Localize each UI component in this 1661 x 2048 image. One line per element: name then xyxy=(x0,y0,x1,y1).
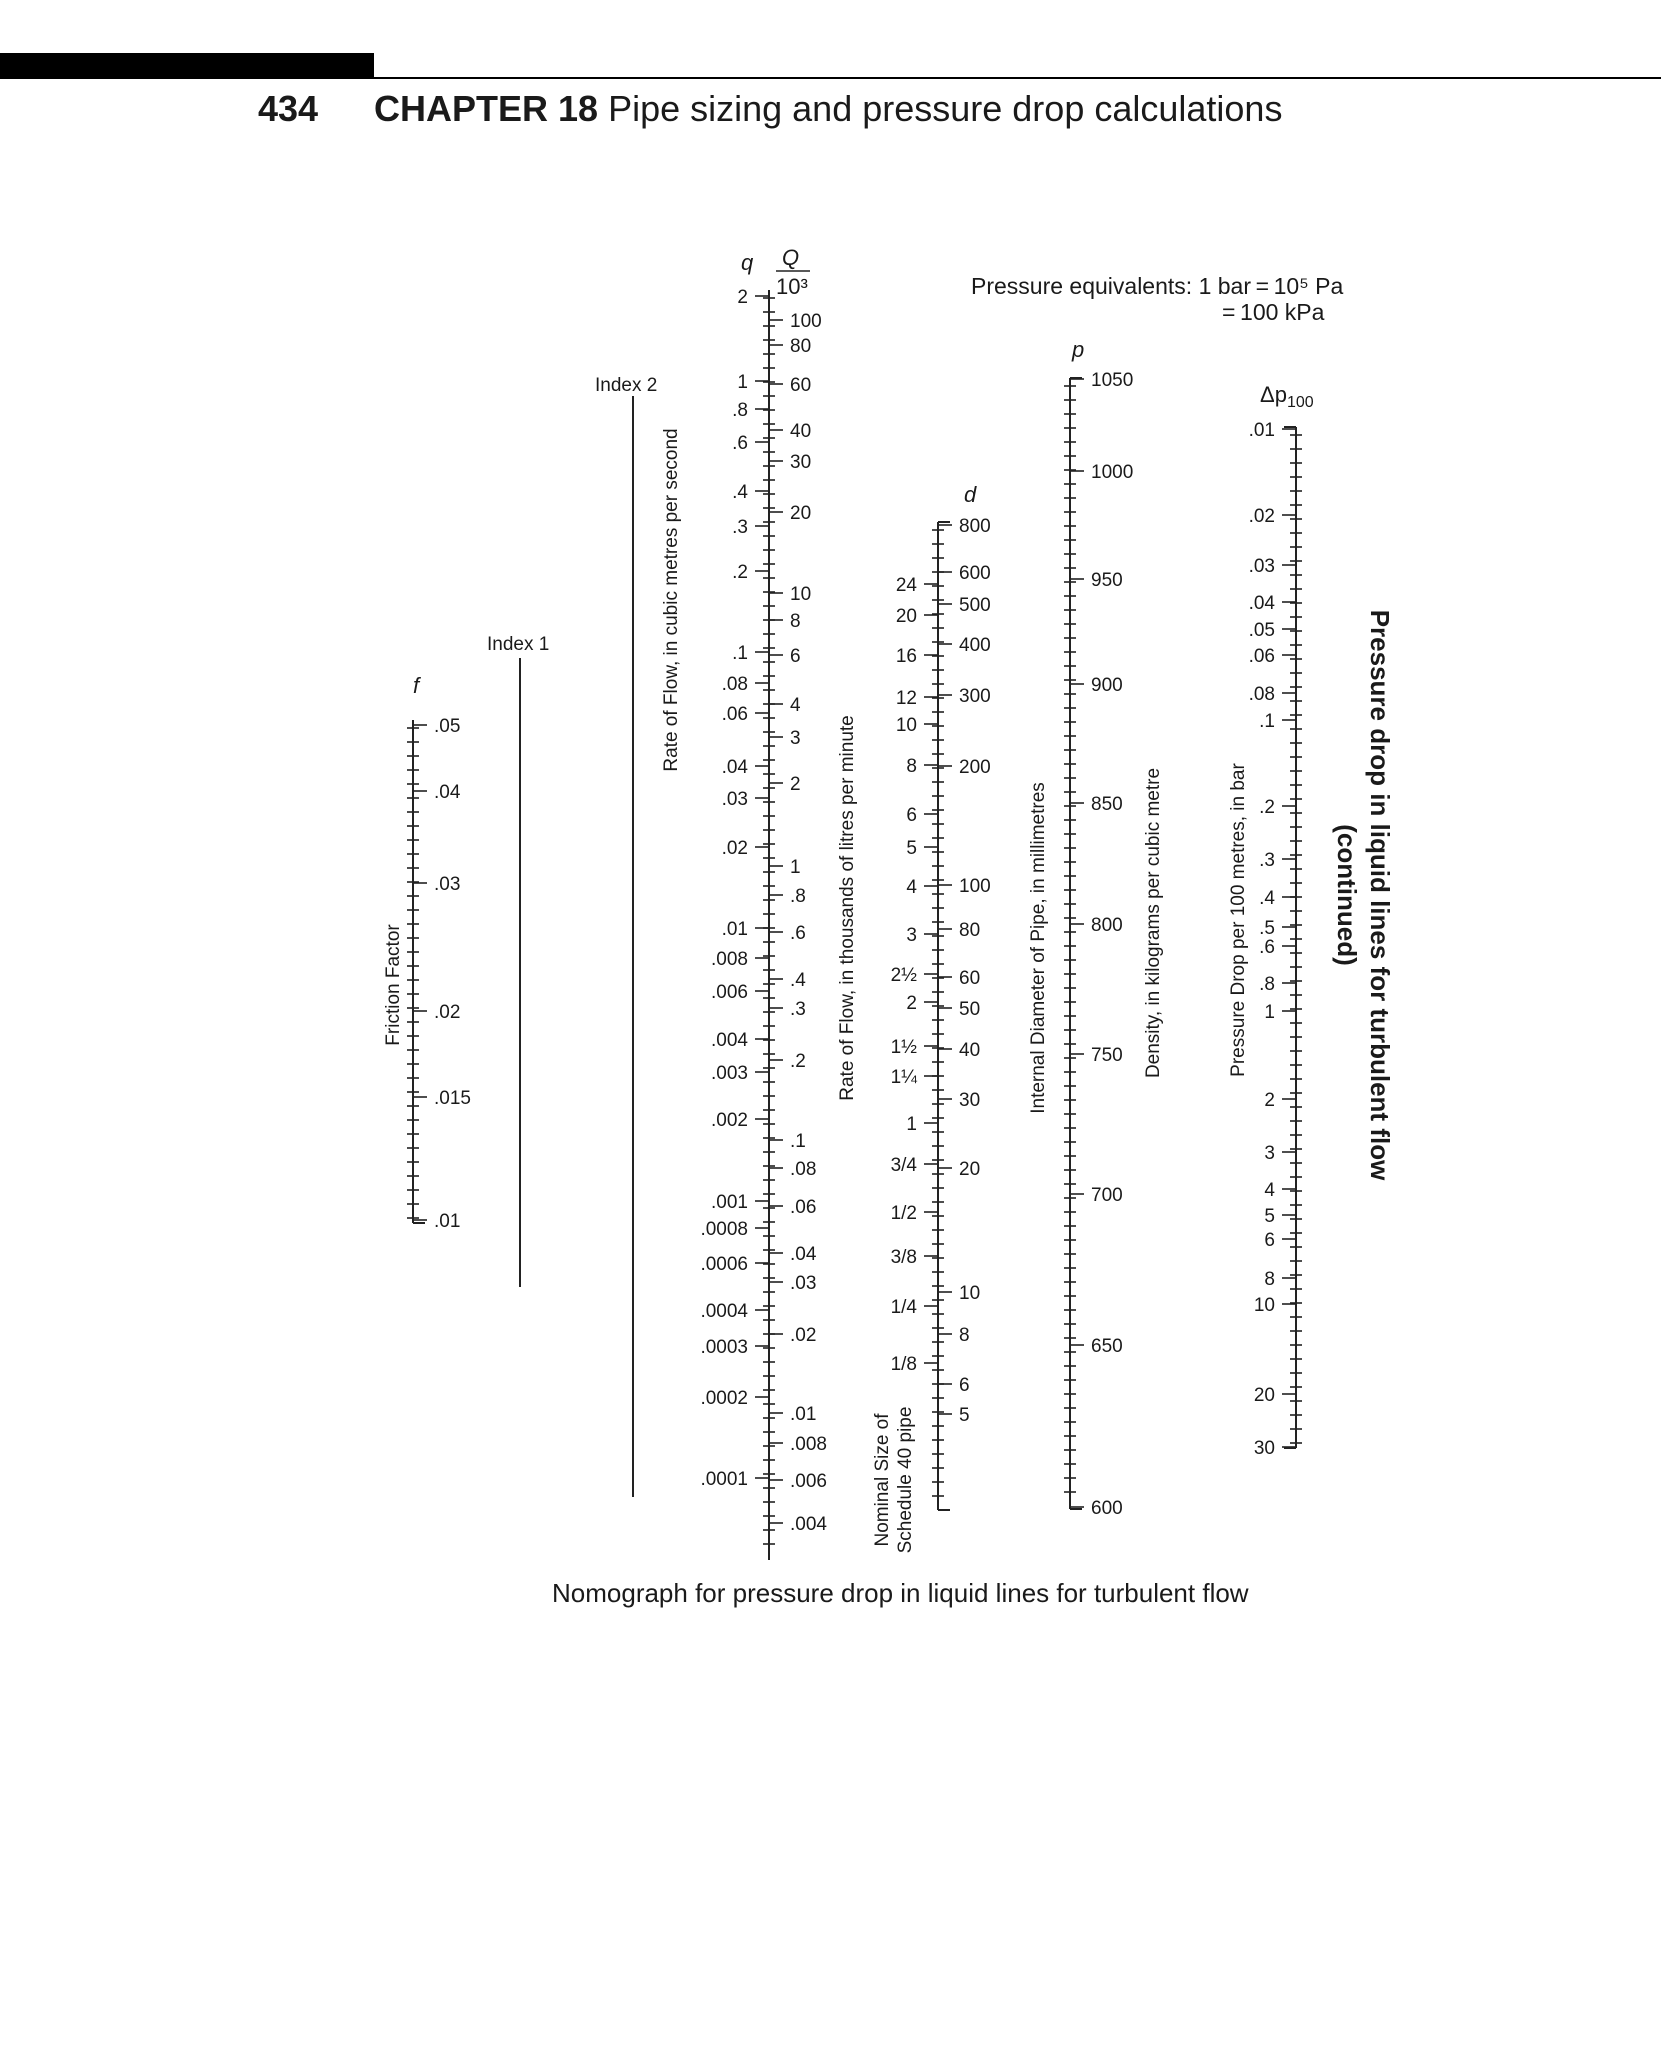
d-scale-label: 20 xyxy=(959,1159,981,1180)
dp-scale-label: .08 xyxy=(1248,684,1275,705)
q-scale-label: .02 xyxy=(721,838,748,859)
dp-scale-label: 20 xyxy=(1253,1385,1275,1406)
nominal-scale-label: 4 xyxy=(906,877,917,898)
q-scale-title: Rate of Flow, in cubic metres per second xyxy=(661,428,682,772)
Q-scale-label: .006 xyxy=(790,1471,827,1492)
f-scale-title: Friction Factor xyxy=(383,924,404,1046)
dp-scale-label: .3 xyxy=(1259,850,1275,871)
Q-scale-label: 100 xyxy=(790,311,822,332)
d-scale-label: 40 xyxy=(959,1040,981,1061)
chapter-title: Pipe sizing and pressure drop calculations xyxy=(608,88,1283,129)
dp-scale-label: 30 xyxy=(1253,1438,1275,1459)
dp-scale-label: .4 xyxy=(1259,888,1275,909)
nominal-scale-label: 20 xyxy=(895,606,917,627)
dp-scale-label: 4 xyxy=(1264,1180,1275,1201)
Q-scale-label: .1 xyxy=(790,1131,806,1152)
q-scale-label: .006 xyxy=(711,982,748,1003)
dp-scale-label: .6 xyxy=(1259,937,1275,958)
q-scale-label: .008 xyxy=(711,949,748,970)
f-scale-label: .015 xyxy=(434,1088,471,1109)
dp-scale-label: .1 xyxy=(1259,711,1275,732)
Q-scale-label: 4 xyxy=(790,695,801,716)
p-scale-title: Density, in kilograms per cubic metre xyxy=(1143,767,1164,1079)
q-scale-label: .06 xyxy=(721,704,748,725)
p-scale-label: 700 xyxy=(1091,1185,1123,1206)
f-scale-label: .01 xyxy=(434,1211,461,1232)
d-scale-label: 30 xyxy=(959,1090,981,1111)
dp-scale-label: 10 xyxy=(1253,1295,1275,1316)
q-scale-label: .8 xyxy=(732,400,748,421)
q-scale-label: .0002 xyxy=(700,1388,748,1409)
pressure-equivalents-line1: Pressure equivalents: 1 bar = 10⁵ Pa xyxy=(971,273,1344,299)
q-scale-label: .03 xyxy=(721,789,748,810)
q-scale-label: .003 xyxy=(711,1063,748,1084)
p-scale-label: 650 xyxy=(1091,1336,1123,1357)
index-1-label: Index 1 xyxy=(487,634,550,655)
d-scale-title: Internal Diameter of Pipe, in millimetres xyxy=(1028,782,1049,1114)
Q-scale-label: 1 xyxy=(790,857,801,878)
Q-scale-label: 40 xyxy=(790,421,812,442)
Q-scale-label: .004 xyxy=(790,1514,827,1535)
q-scale-label: .0003 xyxy=(700,1337,748,1358)
q-scale-label: .4 xyxy=(732,482,748,503)
d-scale-label: 200 xyxy=(959,757,991,778)
nominal-scale-label: 1½ xyxy=(890,1037,917,1058)
Q-scale-label: 80 xyxy=(790,336,812,357)
d-scale-label: 500 xyxy=(959,595,991,616)
Q-scale-label: .04 xyxy=(790,1244,817,1265)
nominal-scale-title-line2: Schedule 40 pipe xyxy=(895,1406,916,1554)
dp-scale-title: Pressure Drop per 100 metres, in bar xyxy=(1228,763,1249,1077)
Q-scale-label: .6 xyxy=(790,923,806,944)
dp-symbol-main: Δp xyxy=(1260,382,1287,407)
f-scale-label: .03 xyxy=(434,874,461,895)
q-scale-label: .0004 xyxy=(700,1301,748,1322)
Q-scale-label: .08 xyxy=(790,1159,817,1180)
p-scale-label: 850 xyxy=(1091,794,1123,815)
Q-scale-label: .8 xyxy=(790,886,806,907)
Q-scale-label: .4 xyxy=(790,970,806,991)
d-scale-label: 300 xyxy=(959,686,991,707)
nominal-scale-label: 12 xyxy=(895,688,917,709)
q-scale-label: .001 xyxy=(711,1192,748,1213)
Q-scale-label: 20 xyxy=(790,503,812,524)
d-scale-label: 80 xyxy=(959,920,981,941)
q-scale-label: .004 xyxy=(711,1030,748,1051)
dp-scale-label: 5 xyxy=(1264,1206,1275,1227)
dp-scale-label: .05 xyxy=(1248,620,1275,641)
Q-scale-label: 8 xyxy=(790,611,801,632)
q-scale-symbol: q xyxy=(741,250,754,275)
p-scale-label: 1050 xyxy=(1091,370,1134,391)
f-scale-label: .05 xyxy=(434,716,461,737)
dp-scale-label: 8 xyxy=(1264,1269,1275,1290)
side-title-line2: (continued) xyxy=(1332,824,1362,966)
Q-scale-label: .2 xyxy=(790,1051,806,1072)
d-scale-label: 800 xyxy=(959,516,991,537)
d-scale-label: 600 xyxy=(959,563,991,584)
q-scale-label: 1 xyxy=(737,372,748,393)
nominal-scale-label: 6 xyxy=(906,805,917,826)
Q-scale-label: .06 xyxy=(790,1197,817,1218)
index-2-label: Index 2 xyxy=(595,375,658,396)
q-scale-label: .6 xyxy=(732,433,748,454)
dp-scale-label: 3 xyxy=(1264,1143,1275,1164)
d-scale-label: 5 xyxy=(959,1405,970,1426)
Q-scale-title: Rate of Flow, in thousands of litres per minute xyxy=(837,715,858,1101)
Q-scale-label: 30 xyxy=(790,452,812,473)
d-scale-label: 8 xyxy=(959,1325,970,1346)
figure-caption: Nomograph for pressure drop in liquid lines for turbulent flow xyxy=(552,1578,1249,1608)
dp-scale-label: .5 xyxy=(1259,918,1275,939)
nominal-scale-label: 1/8 xyxy=(890,1354,917,1375)
dp-scale-label: .04 xyxy=(1248,593,1275,614)
nominal-scale-label: 1/2 xyxy=(890,1203,917,1224)
p-scale-label: 950 xyxy=(1091,570,1123,591)
dp-scale-label: 1 xyxy=(1264,1002,1275,1023)
nominal-scale-label: 10 xyxy=(895,715,917,736)
q-scale-label: .0008 xyxy=(700,1219,748,1240)
d-scale-symbol: d xyxy=(964,482,977,507)
nominal-scale-label: 16 xyxy=(895,646,917,667)
Q-scale-label: .3 xyxy=(790,999,806,1020)
nominal-scale-label: 3 xyxy=(906,925,917,946)
d-scale-label: 400 xyxy=(959,635,991,656)
Q-scale-denominator: 10³ xyxy=(776,274,808,299)
dp-scale-label: 6 xyxy=(1264,1230,1275,1251)
p-scale-label: 1000 xyxy=(1091,462,1134,483)
nominal-scale-label: 3/4 xyxy=(890,1155,917,1176)
q-scale-label: .0006 xyxy=(700,1254,748,1275)
d-scale-label: 50 xyxy=(959,999,981,1020)
dp-scale-label: .02 xyxy=(1248,506,1275,527)
p-scale-label: 800 xyxy=(1091,915,1123,936)
pressure-equivalents-line2: = 100 kPa xyxy=(1222,299,1325,325)
Q-scale-label: 60 xyxy=(790,375,812,396)
nominal-scale-title-line1: Nominal Size of xyxy=(872,1413,893,1547)
nominal-scale-label: 24 xyxy=(895,575,917,596)
Q-scale-label: .01 xyxy=(790,1404,817,1425)
q-scale-label: .3 xyxy=(732,517,748,538)
dp-symbol-sub: 100 xyxy=(1286,394,1314,411)
f-scale-symbol: f xyxy=(413,673,420,698)
p-scale-symbol: p xyxy=(1072,337,1085,362)
q-scale-label: .0001 xyxy=(700,1469,748,1490)
dp-scale-label: .03 xyxy=(1248,556,1275,577)
nominal-scale-label: 1 xyxy=(906,1114,917,1135)
chapter-label: CHAPTER 18 xyxy=(374,88,599,129)
f-scale-label: .02 xyxy=(434,1002,461,1023)
q-scale-label: .2 xyxy=(732,562,748,583)
dp-scale-label: .8 xyxy=(1259,974,1275,995)
nominal-scale-label: 8 xyxy=(906,756,917,777)
q-scale-label: .01 xyxy=(721,919,748,940)
Q-scale-numerator: Q xyxy=(782,245,800,270)
Q-scale-label: 2 xyxy=(790,774,801,795)
d-scale-label: 60 xyxy=(959,968,981,989)
dp-scale-label: .06 xyxy=(1248,646,1275,667)
page-number: 434 xyxy=(258,88,319,129)
q-scale-label: .04 xyxy=(721,757,748,778)
d-scale-label: 10 xyxy=(959,1283,981,1304)
Q-scale-label: .02 xyxy=(790,1325,817,1346)
nominal-scale-label: 2 xyxy=(906,993,917,1014)
nominal-scale-label: 5 xyxy=(906,838,917,859)
Q-scale-label: 6 xyxy=(790,646,801,667)
Q-scale-label: 10 xyxy=(790,584,812,605)
nominal-scale-label: 1¼ xyxy=(890,1067,917,1088)
p-scale-label: 900 xyxy=(1091,675,1123,696)
dp-scale-label: .2 xyxy=(1259,797,1275,818)
Q-scale-label: .03 xyxy=(790,1273,817,1294)
nominal-scale-label: 3/8 xyxy=(890,1247,917,1268)
dp-scale-label: 2 xyxy=(1264,1090,1275,1111)
p-scale-label: 600 xyxy=(1091,1498,1123,1519)
Q-scale-label: 3 xyxy=(790,728,801,749)
q-scale-label: .1 xyxy=(732,643,748,664)
d-scale-label: 100 xyxy=(959,876,991,897)
dp-scale-symbol xyxy=(1260,382,1314,411)
p-scale-label: 750 xyxy=(1091,1045,1123,1066)
dp-scale-label: .01 xyxy=(1248,420,1275,441)
q-scale-label: .08 xyxy=(721,674,748,695)
d-scale-label: 6 xyxy=(959,1375,970,1396)
q-scale-label: .002 xyxy=(711,1110,748,1131)
nominal-scale-label: 2½ xyxy=(890,965,917,986)
nominal-scale-label: 1/4 xyxy=(890,1297,917,1318)
side-title-line1: Pressure drop in liquid lines for turbulent flow xyxy=(1365,609,1395,1181)
Q-scale-label: .008 xyxy=(790,1434,827,1455)
q-scale-label: 2 xyxy=(737,287,748,308)
f-scale-label: .04 xyxy=(434,782,461,803)
